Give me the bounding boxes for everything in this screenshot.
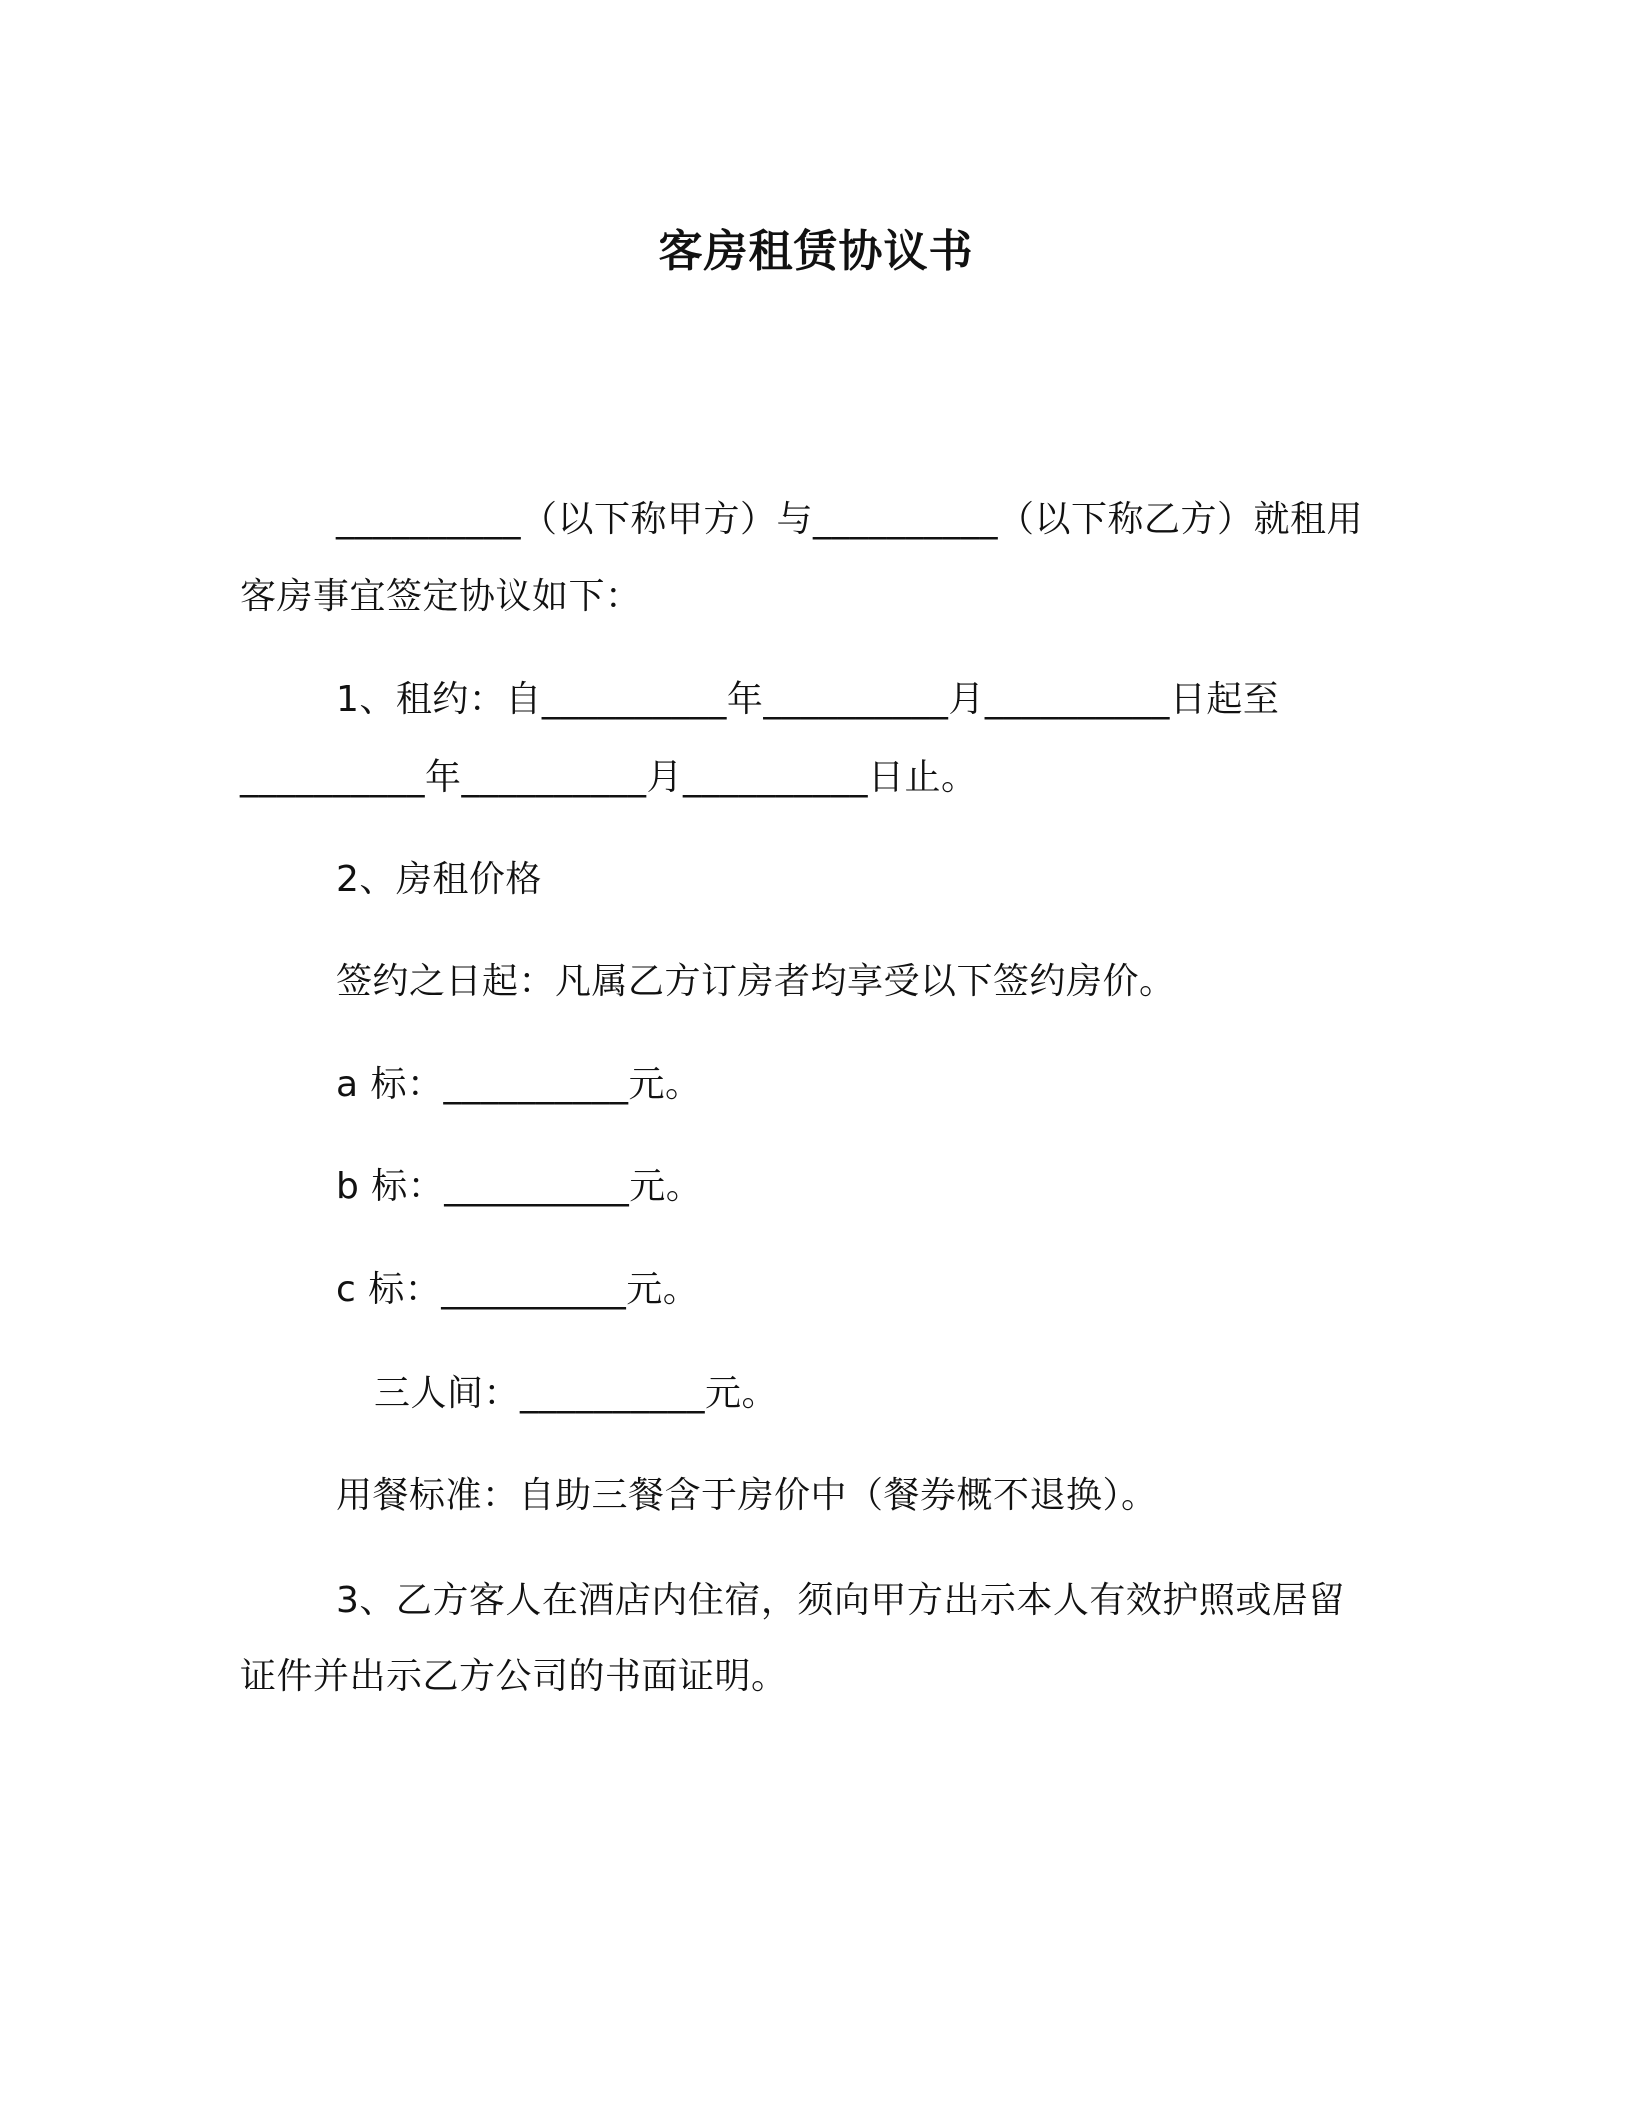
- price-b-line: b 标：__________元。: [336, 1166, 703, 1207]
- clause-1-line-1: 1、租约：自__________年__________月__________日起至: [336, 679, 1280, 720]
- price-c-line: c 标：__________元。: [336, 1269, 700, 1310]
- meal-standard-line: 用餐标准：自助三餐含于房价中（餐券概不退换）。: [336, 1475, 1158, 1516]
- document-title: 客房租赁协议书: [658, 226, 974, 277]
- clause-2-intro: 签约之日起：凡属乙方订房者均享受以下签约房价。: [336, 961, 1176, 1002]
- clause-2-heading: 2、房租价格: [336, 859, 542, 900]
- clause-3-line-2: 证件并出示乙方公司的书面证明。: [240, 1656, 788, 1697]
- clause-3-line-1: 3、乙方客人在酒店内住宿，须向甲方出示本人有效护照或居留: [336, 1580, 1345, 1621]
- price-triple-line: 三人间：__________元。: [374, 1373, 779, 1414]
- intro-line-2: 客房事宜签定协议如下：: [240, 576, 642, 617]
- intro-line-1: __________（以下称甲方）与__________（以下称乙方）就租用: [336, 499, 1364, 540]
- clause-1-line-2: __________年__________月__________日止。: [240, 757, 978, 798]
- price-a-line: a 标：__________元。: [336, 1064, 702, 1105]
